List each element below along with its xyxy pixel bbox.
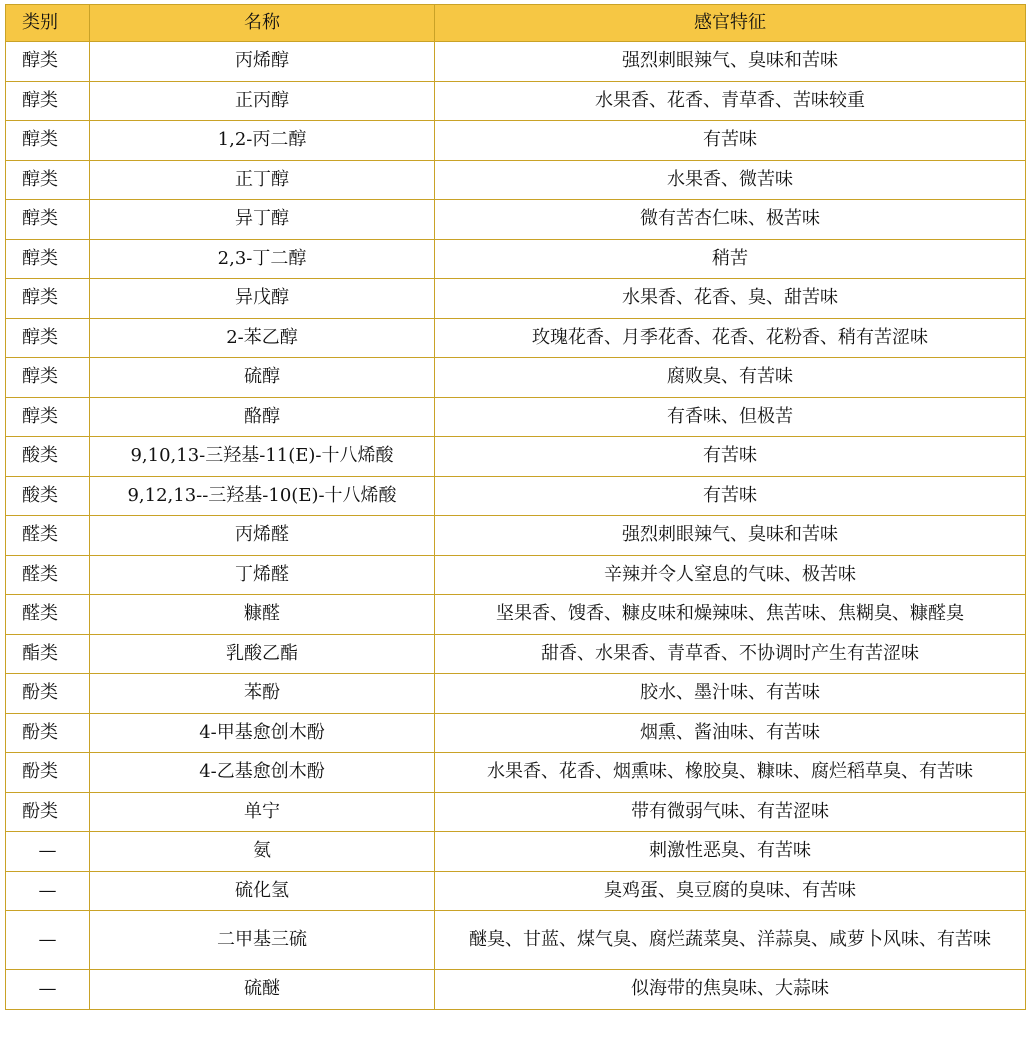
cell-category: 酸类 [6, 476, 90, 516]
header-category: 类别 [6, 5, 90, 42]
table-row [6, 397, 1026, 437]
cell-feature: 烟熏、酱油味、有苦味 [435, 713, 1026, 753]
cell-feature: 有苦味 [435, 121, 1026, 161]
cell-feature: 强烈刺眼辣气、臭味和苦味 [435, 516, 1026, 556]
table-row [6, 792, 1026, 832]
cell-category: — [6, 832, 90, 872]
table-row [6, 911, 1026, 970]
cell-name: 正丁醇 [90, 160, 435, 200]
cell-category: 醇类 [6, 42, 90, 82]
cell-name: 单宁 [90, 792, 435, 832]
cell-category: 醇类 [6, 160, 90, 200]
cell-name: 正丙醇 [90, 81, 435, 121]
cell-feature: 坚果香、馊香、糠皮味和燥辣味、焦苦味、焦糊臭、糠醛臭 [435, 595, 1026, 635]
cell-name: 丁烯醛 [90, 555, 435, 595]
cell-name: 硫醚 [90, 970, 435, 1010]
cell-feature: 似海带的焦臭味、大蒜味 [435, 970, 1026, 1010]
cell-name: 2,3-丁二醇 [90, 239, 435, 279]
table-row [6, 753, 1026, 793]
table-header [6, 5, 1026, 42]
cell-category: 酚类 [6, 792, 90, 832]
cell-name: 4-乙基愈创木酚 [90, 753, 435, 793]
cell-feature: 水果香、微苦味 [435, 160, 1026, 200]
cell-feature: 腐败臭、有苦味 [435, 358, 1026, 398]
cell-category: 醛类 [6, 555, 90, 595]
cell-name: 9,12,13--三羟基-10(E)-十八烯酸 [90, 476, 435, 516]
compound-sensory-table [5, 4, 1026, 1010]
table-row [6, 200, 1026, 240]
cell-name: 乳酸乙酯 [90, 634, 435, 674]
cell-category: 醇类 [6, 200, 90, 240]
cell-feature: 水果香、花香、臭、甜苦味 [435, 279, 1026, 319]
table-row [6, 160, 1026, 200]
header-name: 名称 [90, 5, 435, 42]
cell-category: 酚类 [6, 674, 90, 714]
header-row [6, 5, 1026, 42]
cell-name: 苯酚 [90, 674, 435, 714]
cell-name: 4-甲基愈创木酚 [90, 713, 435, 753]
cell-category: — [6, 970, 90, 1010]
cell-category: 醇类 [6, 121, 90, 161]
cell-category: 醇类 [6, 358, 90, 398]
table-row [6, 437, 1026, 477]
table-row [6, 595, 1026, 635]
cell-name: 异戊醇 [90, 279, 435, 319]
header-feature: 感官特征 [435, 5, 1026, 42]
cell-feature: 玫瑰花香、月季花香、花香、花粉香、稍有苦涩味 [435, 318, 1026, 358]
cell-name: 2-苯乙醇 [90, 318, 435, 358]
cell-name: 异丁醇 [90, 200, 435, 240]
cell-feature: 醚臭、甘蓝、煤气臭、腐烂蔬菜臭、洋蒜臭、咸萝卜风味、有苦味 [435, 911, 1026, 970]
table-row [6, 674, 1026, 714]
table-row [6, 476, 1026, 516]
table-row [6, 121, 1026, 161]
cell-name: 糠醛 [90, 595, 435, 635]
cell-feature: 稍苦 [435, 239, 1026, 279]
cell-feature: 甜香、水果香、青草香、不协调时产生有苦涩味 [435, 634, 1026, 674]
table-row [6, 279, 1026, 319]
cell-feature: 微有苦杏仁味、极苦味 [435, 200, 1026, 240]
table-row [6, 634, 1026, 674]
cell-category: — [6, 871, 90, 911]
table-row [6, 358, 1026, 398]
cell-category: 醇类 [6, 397, 90, 437]
cell-category: 酚类 [6, 753, 90, 793]
table-row [6, 318, 1026, 358]
cell-feature: 刺激性恶臭、有苦味 [435, 832, 1026, 872]
cell-name: 9,10,13-三羟基-11(E)-十八烯酸 [90, 437, 435, 477]
cell-name: 硫醇 [90, 358, 435, 398]
table-row [6, 970, 1026, 1010]
table-row [6, 555, 1026, 595]
table-row [6, 871, 1026, 911]
cell-category: 醇类 [6, 81, 90, 121]
cell-category: — [6, 911, 90, 970]
cell-category: 醛类 [6, 595, 90, 635]
cell-feature: 辛辣并令人窒息的气味、极苦味 [435, 555, 1026, 595]
cell-name: 丙烯醇 [90, 42, 435, 82]
table-row [6, 42, 1026, 82]
cell-category: 醛类 [6, 516, 90, 556]
cell-feature: 臭鸡蛋、臭豆腐的臭味、有苦味 [435, 871, 1026, 911]
cell-feature: 强烈刺眼辣气、臭味和苦味 [435, 42, 1026, 82]
cell-category: 酚类 [6, 713, 90, 753]
cell-feature: 有苦味 [435, 476, 1026, 516]
cell-category: 醇类 [6, 279, 90, 319]
data-table-container [5, 4, 1025, 1010]
cell-category: 酯类 [6, 634, 90, 674]
cell-category: 酸类 [6, 437, 90, 477]
cell-feature: 有香味、但极苦 [435, 397, 1026, 437]
cell-category: 醇类 [6, 318, 90, 358]
cell-name: 硫化氢 [90, 871, 435, 911]
table-row [6, 832, 1026, 872]
cell-feature: 水果香、花香、烟熏味、橡胶臭、糠味、腐烂稻草臭、有苦味 [435, 753, 1026, 793]
table-row [6, 239, 1026, 279]
cell-name: 丙烯醛 [90, 516, 435, 556]
cell-feature: 水果香、花香、青草香、苦味较重 [435, 81, 1026, 121]
cell-name: 酪醇 [90, 397, 435, 437]
cell-feature: 有苦味 [435, 437, 1026, 477]
table-row [6, 81, 1026, 121]
cell-name: 1,2-丙二醇 [90, 121, 435, 161]
cell-name: 氨 [90, 832, 435, 872]
table-row [6, 516, 1026, 556]
cell-feature: 带有微弱气味、有苦涩味 [435, 792, 1026, 832]
cell-feature: 胶水、墨汁味、有苦味 [435, 674, 1026, 714]
cell-category: 醇类 [6, 239, 90, 279]
table-row [6, 713, 1026, 753]
cell-name: 二甲基三硫 [90, 911, 435, 970]
table-body [6, 42, 1026, 1010]
